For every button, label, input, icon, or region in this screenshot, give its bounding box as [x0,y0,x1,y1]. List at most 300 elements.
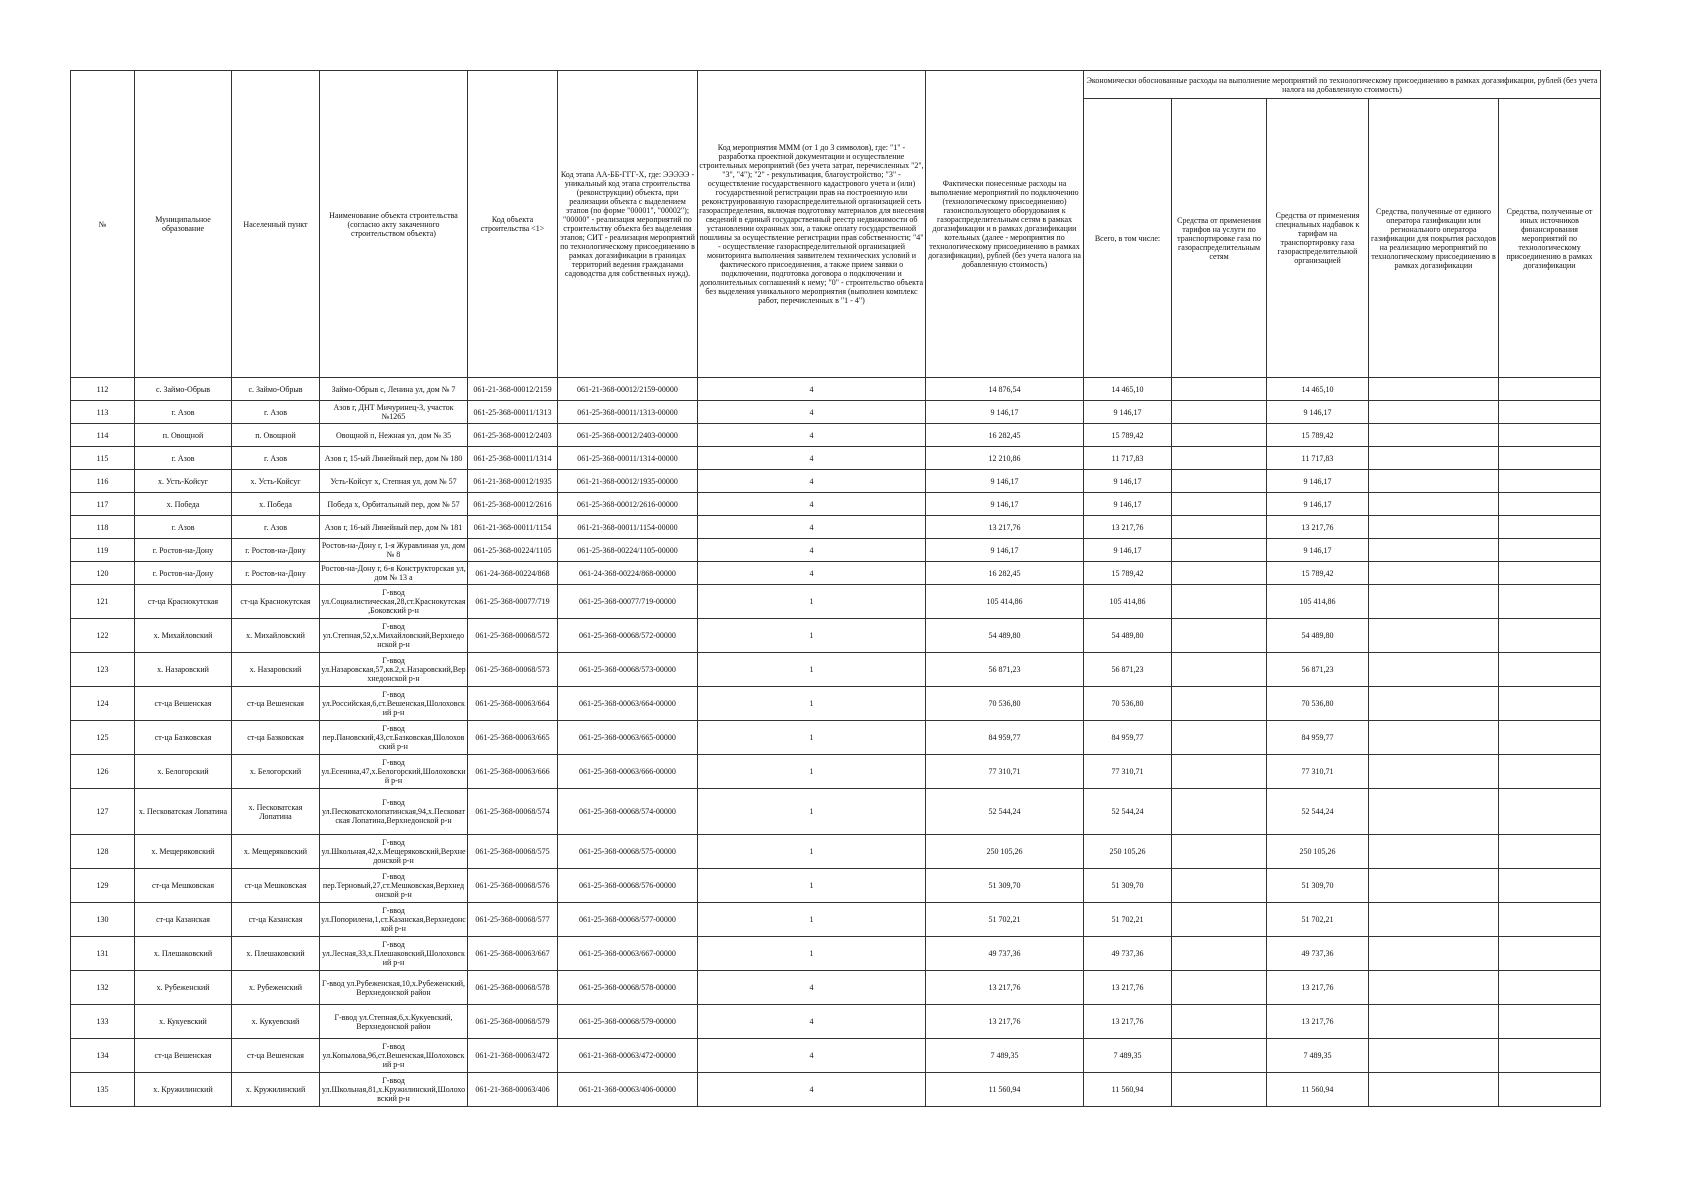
cell-operator [1369,493,1499,516]
cell-name: Азов г, 16-ый Линейный пер, дом № 181 [320,516,468,539]
cell-settlement: ст-ца Вешенская [232,1039,320,1073]
table-row [71,653,1601,687]
cell-tariff [1172,971,1267,1005]
cell-special: 14 465,10 [1267,378,1369,401]
cell-code: 061-21-368-00011/1154 [468,516,558,539]
table-row [71,971,1601,1005]
cell-event: 4 [698,971,926,1005]
cell-total: 15 789,42 [1084,562,1172,585]
cell-name: Г-ввод ул.Социалистическая,28,ст.Краснокутская,Боковский р-н [320,585,468,619]
table-row [71,755,1601,789]
table-row [71,470,1601,493]
cell-stage: 061-25-368-00068/576-00000 [558,869,698,903]
cell-operator [1369,470,1499,493]
cell-event: 4 [698,1073,926,1107]
cell-tariff [1172,869,1267,903]
cell-stage: 061-21-368-00063/406-00000 [558,1073,698,1107]
cell-tariff [1172,1039,1267,1073]
cell-actual: 49 737,36 [926,937,1084,971]
cell-other [1499,447,1601,470]
cell-stage: 061-25-368-00012/2616-00000 [558,493,698,516]
table-row [71,401,1601,424]
cell-other [1499,835,1601,869]
cell-tariff [1172,424,1267,447]
cell-name: Г-ввод ул.Степная,6,х.Кукуевский, Верхнедонской район [320,1005,468,1039]
cell-municipality: х. Победа [135,493,232,516]
cell-municipality: х. Рубеженский [135,971,232,1005]
cell-stage: 061-21-368-00011/1154-00000 [558,516,698,539]
header-other-sources: Средства, полученные от иных источников финансирования мероприятий по технологическому присоединению в рамках догазификации [1499,99,1601,378]
cell-event: 1 [698,721,926,755]
cell-code: 061-21-368-00063/472 [468,1039,558,1073]
cell-operator [1369,687,1499,721]
cell-settlement: ст-ца Базковская [232,721,320,755]
cell-special: 15 789,42 [1267,562,1369,585]
cell-operator [1369,539,1499,562]
cell-operator [1369,789,1499,835]
table-row [71,619,1601,653]
cell-stage: 061-25-368-00012/2403-00000 [558,424,698,447]
cell-stage: 061-25-368-00063/665-00000 [558,721,698,755]
cell-municipality: х. Песковатская Лопатина [135,789,232,835]
cell-event: 4 [698,1039,926,1073]
cell-other [1499,619,1601,653]
cell-settlement: ст-ца Краснокутская [232,585,320,619]
cell-other [1499,562,1601,585]
header-settlement: Населенный пункт [232,71,320,378]
cell-event: 1 [698,937,926,971]
cell-name: Г-ввод ул.Назаровская,57,кв.2,х.Назаровский,Верхнедонской р-н [320,653,468,687]
cell-code: 061-25-368-00068/577 [468,903,558,937]
cell-name: Займо-Обрыв с, Ленина ул, дом № 7 [320,378,468,401]
cell-special: 54 489,80 [1267,619,1369,653]
cell-actual: 9 146,17 [926,401,1084,424]
cell-settlement: х. Усть-Койсуг [232,470,320,493]
cell-num: 126 [71,755,135,789]
cost-table [70,70,1601,1107]
cell-stage: 061-25-368-00068/575-00000 [558,835,698,869]
cell-event: 4 [698,378,926,401]
cell-tariff [1172,562,1267,585]
cell-total: 14 465,10 [1084,378,1172,401]
cell-total: 56 871,23 [1084,653,1172,687]
cell-municipality: г. Азов [135,447,232,470]
cell-name: Г-ввод ул.Степная,52,х.Михайловский,Верхнедонской р-н [320,619,468,653]
cell-name: Г-ввод ул.Школьная,42,х.Мещеряковский,Верхнедонской р-н [320,835,468,869]
cell-settlement: г. Ростов-на-Дону [232,562,320,585]
cell-code: 061-25-368-00011/1313 [468,401,558,424]
cell-total: 52 544,24 [1084,789,1172,835]
cell-operator [1369,869,1499,903]
cell-event: 1 [698,789,926,835]
cell-special: 9 146,17 [1267,493,1369,516]
cell-actual: 70 536,80 [926,687,1084,721]
cell-event: 4 [698,424,926,447]
cell-stage: 061-25-368-00068/578-00000 [558,971,698,1005]
cell-code: 061-21-368-00012/1935 [468,470,558,493]
cell-municipality: п. Овощной [135,424,232,447]
cell-actual: 9 146,17 [926,470,1084,493]
header-object-code: Код объекта строительства <1> [468,71,558,378]
cell-tariff [1172,687,1267,721]
cell-municipality: г. Азов [135,516,232,539]
cell-other [1499,539,1601,562]
cell-num: 117 [71,493,135,516]
header-special-allowance: Средства от применения специальных надбавок к тарифам на транспортировку газа газораспределительной организацией [1267,99,1369,378]
cell-special: 56 871,23 [1267,653,1369,687]
cell-num: 122 [71,619,135,653]
cell-other [1499,971,1601,1005]
cell-tariff [1172,937,1267,971]
cell-actual: 52 544,24 [926,789,1084,835]
table-row [71,869,1601,903]
cell-settlement: х. Белогорский [232,755,320,789]
cell-operator [1369,447,1499,470]
cell-code: 061-24-368-00224/868 [468,562,558,585]
cell-special: 13 217,76 [1267,1005,1369,1039]
cell-name: Г-ввод ул.Рубеженская,10,х.Рубеженский, Верхнедонской район [320,971,468,1005]
cell-stage: 061-25-368-00068/579-00000 [558,1005,698,1039]
cell-total: 7 489,35 [1084,1039,1172,1073]
cell-settlement: п. Овощной [232,424,320,447]
cell-tariff [1172,539,1267,562]
cell-event: 1 [698,869,926,903]
cell-tariff [1172,619,1267,653]
cell-num: 132 [71,971,135,1005]
cell-settlement: х. Рубеженский [232,971,320,1005]
cell-code: 061-25-368-00068/576 [468,869,558,903]
cell-num: 121 [71,585,135,619]
cell-num: 123 [71,653,135,687]
cell-num: 113 [71,401,135,424]
cell-actual: 16 282,45 [926,424,1084,447]
cell-event: 4 [698,516,926,539]
cell-event: 4 [698,1005,926,1039]
cell-name: Ростов-на-Дону г, 6-я Конструкторская ул, дом № 13 а [320,562,468,585]
cell-other [1499,378,1601,401]
cell-other [1499,903,1601,937]
cell-municipality: х. Назаровский [135,653,232,687]
cell-tariff [1172,721,1267,755]
cell-code: 061-25-368-00012/2616 [468,493,558,516]
table-row [71,937,1601,971]
cell-other [1499,653,1601,687]
cell-num: 130 [71,903,135,937]
table-row [71,378,1601,401]
cell-total: 13 217,76 [1084,971,1172,1005]
cell-num: 116 [71,470,135,493]
cell-name: Г-ввод пер.Пановский,43,ст.Базковская,Шолоховский р-н [320,721,468,755]
cell-total: 11 560,94 [1084,1073,1172,1107]
cell-num: 119 [71,539,135,562]
cell-event: 1 [698,835,926,869]
cell-settlement: г. Азов [232,447,320,470]
cell-num: 127 [71,789,135,835]
cell-code: 061-21-368-00012/2159 [468,378,558,401]
cell-tariff [1172,585,1267,619]
table-row [71,1073,1601,1107]
cell-actual: 7 489,35 [926,1039,1084,1073]
cell-total: 77 310,71 [1084,755,1172,789]
cell-municipality: г. Ростов-на-Дону [135,539,232,562]
cell-code: 061-25-368-00068/575 [468,835,558,869]
cell-municipality: ст-ца Вешенская [135,1039,232,1073]
cell-actual: 51 309,70 [926,869,1084,903]
cell-actual: 9 146,17 [926,493,1084,516]
table-row [71,447,1601,470]
cell-special: 49 737,36 [1267,937,1369,971]
cell-code: 061-25-368-00068/572 [468,619,558,653]
cell-tariff [1172,401,1267,424]
cell-other [1499,1039,1601,1073]
table-row [71,721,1601,755]
cell-tariff [1172,1005,1267,1039]
table-row [71,539,1601,562]
cell-code: 061-25-368-00063/664 [468,687,558,721]
cell-settlement: г. Ростов-на-Дону [232,539,320,562]
cell-tariff [1172,835,1267,869]
table-row [71,789,1601,835]
cell-name: Усть-Койсуг х, Степная ул, дом № 57 [320,470,468,493]
cell-event: 4 [698,447,926,470]
cell-num: 118 [71,516,135,539]
cell-total: 49 737,36 [1084,937,1172,971]
cell-settlement: ст-ца Казанская [232,903,320,937]
cell-event: 4 [698,470,926,493]
table-row [71,835,1601,869]
cell-stage: 061-25-368-00063/664-00000 [558,687,698,721]
cell-special: 77 310,71 [1267,755,1369,789]
cell-tariff [1172,516,1267,539]
cell-settlement: с. Займо-Обрыв [232,378,320,401]
cell-total: 15 789,42 [1084,424,1172,447]
cell-operator [1369,562,1499,585]
cell-event: 4 [698,539,926,562]
cell-event: 1 [698,687,926,721]
cell-stage: 061-21-368-00012/2159-00000 [558,378,698,401]
cell-other [1499,789,1601,835]
cell-actual: 13 217,76 [926,1005,1084,1039]
cell-stage: 061-24-368-00224/868-00000 [558,562,698,585]
cell-settlement: х. Кукуевский [232,1005,320,1039]
cell-special: 250 105,26 [1267,835,1369,869]
cell-code: 061-21-368-00063/406 [468,1073,558,1107]
table-row [71,493,1601,516]
cell-num: 120 [71,562,135,585]
cell-operator [1369,971,1499,1005]
header-tariff-transport: Средства от применения тарифов на услуги по транспортировке газа по газораспределительным сетям [1172,99,1267,378]
cell-other [1499,1005,1601,1039]
cell-total: 250 105,26 [1084,835,1172,869]
cell-stage: 061-25-368-00011/1314-00000 [558,447,698,470]
cell-stage: 061-25-368-00224/1105-00000 [558,539,698,562]
cell-municipality: ст-ца Вешенская [135,687,232,721]
cell-stage: 061-25-368-00068/573-00000 [558,653,698,687]
cell-actual: 84 959,77 [926,721,1084,755]
cell-stage: 061-21-368-00012/1935-00000 [558,470,698,493]
table-row [71,903,1601,937]
cell-event: 1 [698,619,926,653]
cell-total: 105 414,86 [1084,585,1172,619]
table-row [71,562,1601,585]
cell-operator [1369,1005,1499,1039]
cell-total: 9 146,17 [1084,539,1172,562]
cell-municipality: г. Ростов-на-Дону [135,562,232,585]
cell-code: 061-25-368-00077/719 [468,585,558,619]
cell-total: 51 309,70 [1084,869,1172,903]
cell-code: 061-25-368-00068/573 [468,653,558,687]
cell-other [1499,401,1601,424]
cell-other [1499,470,1601,493]
cell-num: 115 [71,447,135,470]
cell-code: 061-25-368-00068/579 [468,1005,558,1039]
cell-municipality: х. Усть-Койсуг [135,470,232,493]
cell-stage: 061-25-368-00063/667-00000 [558,937,698,971]
cell-num: 131 [71,937,135,971]
cell-operator [1369,721,1499,755]
cell-name: Г-ввод ул.Есенина,47,х.Белогорский,Шолоховский р-н [320,755,468,789]
cell-municipality: ст-ца Мешковская [135,869,232,903]
header-num: № [71,71,135,378]
cell-num: 114 [71,424,135,447]
cell-settlement: г. Азов [232,401,320,424]
cell-settlement: г. Азов [232,516,320,539]
cell-name: Г-ввод пер.Терновый,27,ст.Мешковская,Верхнедонской р-н [320,869,468,903]
cell-special: 105 414,86 [1267,585,1369,619]
cell-other [1499,516,1601,539]
header-total: Всего, в том числе: [1084,99,1172,378]
cell-settlement: х. Михайловский [232,619,320,653]
cell-event: 4 [698,493,926,516]
cell-special: 9 146,17 [1267,539,1369,562]
cell-num: 133 [71,1005,135,1039]
cell-num: 112 [71,378,135,401]
cell-municipality: г. Азов [135,401,232,424]
cell-settlement: х. Песковатская Лопатина [232,789,320,835]
header-event-code: Код мероприятия МММ (от 1 до 3 символов), где: "1" - разработка проектной документации и осуществление строительных мероприятий (без учета затрат, перечисленных "2", "3", "4"); "2" - рекультивация, благоустройство; "3" - осуществление государственного кадастрового учета и (или) государственной регистрации прав на построенную или реконструированную газораспределительной организацией сеть газораспределения, включая подготовку материалов для внесения сведений в единый государственный реестр недвижимости об установлении охранных зон, а также оплату государственной пошлины за осуществление регистрации прав собственности; "4" - осуществление газораспределительной организацией мониторинга выполнения заявителем технических условий и фактического присоединения, а также прием заявки о подключении, подготовка договора о подключении и дополнительных соглашений к нему; "0" - строительство объекта без выделения уникального мероприятия (выполнен комплекс работ, перечисленных в "1 - 4") [698,71,926,378]
cell-tariff [1172,755,1267,789]
cell-stage: 061-25-368-00077/719-00000 [558,585,698,619]
table-row [71,516,1601,539]
cell-special: 9 146,17 [1267,401,1369,424]
cell-other [1499,937,1601,971]
cell-name: Г-ввод ул.Школьная,81,х.Кружилинский,Шолоховский р-н [320,1073,468,1107]
header-stage-code: Код этапа АА-ББ-ГГГ-Х, где: ЭЭЭЭЭ - уникальный код этапа строительства (реконструкции) объекта, при реализации объекта с выделением этапов (по форме "00001", "00002"); "00000" - реализация мероприятий по строительству объекта без выделения этапов; СИТ - реализация мероприятий по технологическому присоединению в рамках догазификации в границах территорий ведения гражданами садоводства для собственных нужд). [558,71,698,378]
cell-num: 129 [71,869,135,903]
cell-event: 1 [698,903,926,937]
cell-settlement: х. Кружилинский [232,1073,320,1107]
header-operator-funds: Средства, полученные от единого оператора газификации или регионального оператора газификации для покрытия расходов на реализацию мероприятий по технологическому присоединению в рамках догазификации [1369,99,1499,378]
cell-actual: 250 105,26 [926,835,1084,869]
cell-settlement: х. Плешаковский [232,937,320,971]
cell-total: 54 489,80 [1084,619,1172,653]
cell-actual: 51 702,21 [926,903,1084,937]
cell-tariff [1172,653,1267,687]
header-municipality: Муниципальное образование [135,71,232,378]
cell-other [1499,687,1601,721]
cell-municipality: х. Плешаковский [135,937,232,971]
cell-total: 13 217,76 [1084,516,1172,539]
cell-actual: 13 217,76 [926,971,1084,1005]
cell-total: 9 146,17 [1084,470,1172,493]
cell-event: 1 [698,653,926,687]
cell-name: Г-ввод ул.Российская,6,ст.Вешенская,Шолоховский р-н [320,687,468,721]
cell-settlement: ст-ца Мешковская [232,869,320,903]
cell-special: 70 536,80 [1267,687,1369,721]
cell-special: 11 717,83 [1267,447,1369,470]
cell-operator [1369,1073,1499,1107]
table-row [71,585,1601,619]
cell-actual: 13 217,76 [926,516,1084,539]
cell-stage: 061-25-368-00068/574-00000 [558,789,698,835]
cell-operator [1369,378,1499,401]
cell-special: 15 789,42 [1267,424,1369,447]
cell-other [1499,1073,1601,1107]
cell-total: 70 536,80 [1084,687,1172,721]
cell-stage: 061-25-368-00011/1313-00000 [558,401,698,424]
cell-code: 061-25-368-00063/666 [468,755,558,789]
cell-operator [1369,1039,1499,1073]
cell-num: 128 [71,835,135,869]
cell-actual: 12 210,86 [926,447,1084,470]
cell-name: Г-ввод ул.Лесная,33,х.Плешаковский,Шолоховский р-н [320,937,468,971]
cell-stage: 061-25-368-00068/572-00000 [558,619,698,653]
cell-operator [1369,516,1499,539]
cell-operator [1369,903,1499,937]
cell-municipality: х. Кружилинский [135,1073,232,1107]
cell-code: 061-25-368-00068/574 [468,789,558,835]
cell-stage: 061-25-368-00063/666-00000 [558,755,698,789]
cell-operator [1369,585,1499,619]
cell-tariff [1172,1073,1267,1107]
table-body [71,378,1601,1107]
cell-settlement: х. Назаровский [232,653,320,687]
cell-name: Азов г, 15-ый Линейный пер, дом № 180 [320,447,468,470]
cell-event: 1 [698,755,926,789]
cell-tariff [1172,903,1267,937]
cell-special: 13 217,76 [1267,516,1369,539]
cell-name: Овощной п, Нежная ул, дом № 35 [320,424,468,447]
cell-code: 061-25-368-00011/1314 [468,447,558,470]
cell-num: 135 [71,1073,135,1107]
cell-municipality: ст-ца Казанская [135,903,232,937]
cell-operator [1369,835,1499,869]
cell-operator [1369,401,1499,424]
cell-tariff [1172,789,1267,835]
cell-settlement: х. Мещеряковский [232,835,320,869]
cell-operator [1369,755,1499,789]
cell-operator [1369,424,1499,447]
cell-special: 52 544,24 [1267,789,1369,835]
cell-num: 125 [71,721,135,755]
cell-tariff [1172,378,1267,401]
table-row [71,424,1601,447]
cell-municipality: х. Кукуевский [135,1005,232,1039]
cell-tariff [1172,470,1267,493]
header-group-justified-costs: Экономически обоснованные расходы на выполнение мероприятий по технологическому присоединению в рамках догазификации, рублей (без учета налога на добавленную стоимость) [1084,71,1601,99]
cell-event: 1 [698,585,926,619]
cell-special: 7 489,35 [1267,1039,1369,1073]
table-row [71,1039,1601,1073]
cell-total: 51 702,21 [1084,903,1172,937]
table-row [71,1005,1601,1039]
cell-other [1499,869,1601,903]
cell-municipality: х. Белогорский [135,755,232,789]
cell-stage: 061-25-368-00068/577-00000 [558,903,698,937]
cell-other [1499,755,1601,789]
cell-code: 061-25-368-00063/665 [468,721,558,755]
cell-other [1499,721,1601,755]
